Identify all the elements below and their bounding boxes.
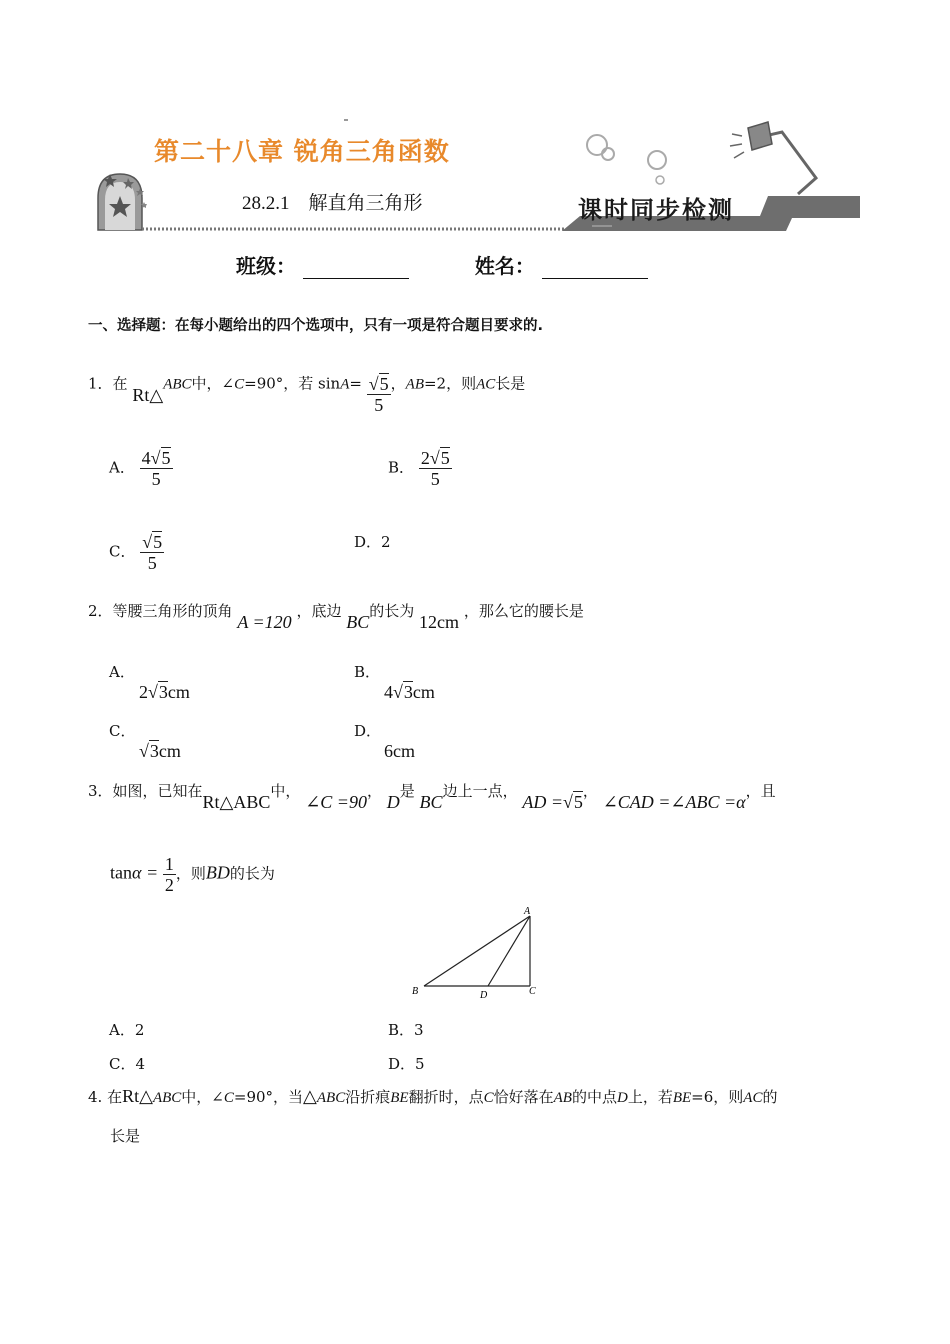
name-blank[interactable] [542,258,648,279]
q2-option-d[interactable]: D． 6cm [354,722,415,761]
question-2: 2．等腰三角形的顶角 A =120 ，底边 BC的长为 12cm ，那么它的腰长是 [88,602,584,632]
bubble-decoration-icon [587,135,666,184]
class-blank[interactable] [303,258,409,279]
class-label: 班级： [236,254,296,278]
q3-option-b[interactable]: B．3 [388,1021,424,1039]
label-d: D [480,990,488,1001]
triangle-figure [404,902,554,1006]
q3-option-a[interactable]: A．2 [109,1021,145,1039]
q2-option-b[interactable]: B． 4√3cm [354,663,435,702]
chapter-title: 第二十八章 锐角三角函数 [154,137,450,166]
question-1: 1．在 Rt△ABC中，∠C=90°，若 sinA= $\frac{√5}{5}$ ，AB=2，则AC长是 [88,374,526,415]
section-title: 28.2.1 解直角三角形 [242,193,423,214]
q2-option-c[interactable]: C． √3cm [109,722,181,761]
q1-option-a[interactable]: A． $\frac{4√5}{5}$ [109,448,171,489]
q1-fraction: $\frac{√5}{5}$ [368,374,389,415]
question-3: 3．如图，已知在Rt△ABC中， ∠C =90， D是 BC边上一点， AD =√5， ∠CAD =∠ABC =α，且 [88,782,776,812]
segment-ad [488,916,530,986]
segment-ab [424,916,530,986]
label-a: A [524,906,531,917]
question-3-line-2: tanα = $\frac{1}{2}$ ，则BD的长为 [110,854,275,895]
label-c: C [529,986,536,997]
banner-label: 课时同步检测 [578,196,734,224]
q2-option-a[interactable]: A． 2√3cm [109,663,190,702]
q1-option-d[interactable]: D．2 [354,533,391,551]
section-heading: 一、选择题：在每小题给出的四个选项中，只有一项是符合题目要求的. [88,318,544,334]
q1-option-b[interactable]: B． $\frac{2√5}{5}$ [388,448,450,489]
student-info-line [236,250,648,279]
desk-lamp-icon [730,122,816,194]
question-4-line-2: 长是 [110,1127,141,1145]
q3-option-d[interactable]: D．5 [388,1055,425,1073]
label-b: B [412,986,419,997]
name-label: 姓名： [474,254,535,278]
q1-option-c[interactable]: C． $\frac{√5}{5}$ [109,532,163,573]
question-4: 4. 在Rt△ABC中，∠C=90°，当△ABC沿折痕BE翻折时，点C恰好落在AB的中点D上，若BE=6，则AC的 [88,1086,778,1106]
star-badge-icon [98,174,147,230]
q3-option-c[interactable]: C．4 [109,1055,146,1073]
